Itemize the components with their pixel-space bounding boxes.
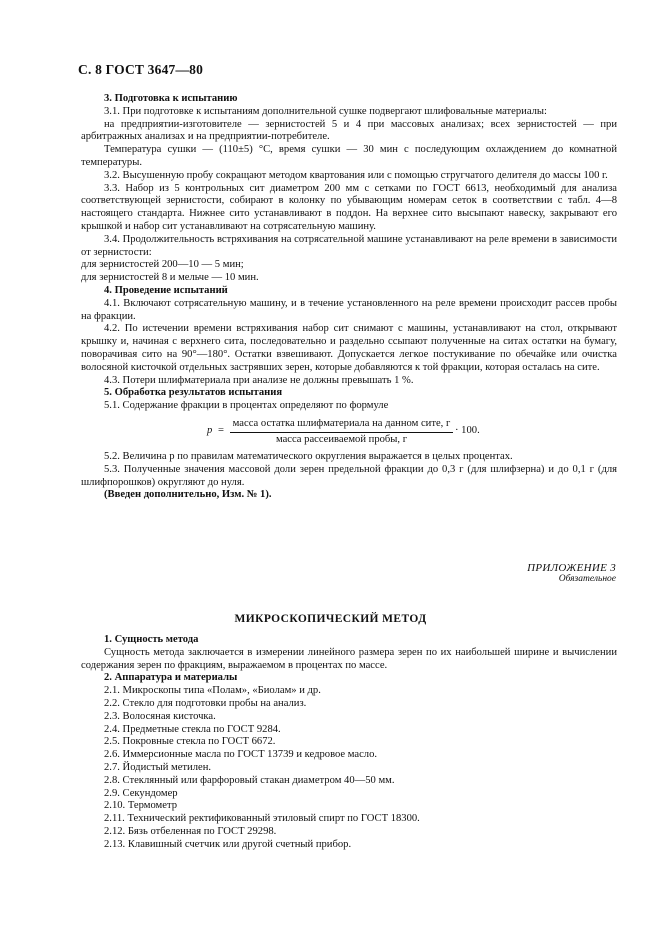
- method-text: [81, 634, 617, 852]
- list-item: 2.5. Покровные стекла по ГОСТ 6672.: [104, 736, 276, 748]
- list-item: 2.6. Иммерсионные масла по ГОСТ 13739 и кедровое масло.: [104, 749, 378, 761]
- method-s2-heading: 2. Аппаратура и материалы: [104, 672, 238, 684]
- list-item: 2.11. Технический ректификованный этиловый спирт по ГОСТ 18300.: [104, 813, 420, 825]
- appendix-label: [527, 562, 616, 584]
- para-5-1: 5.1. Содержание фракции в процентах определяют по формуле: [104, 400, 389, 412]
- method-s1-heading: 1. Сущность метода: [104, 634, 199, 645]
- list-item: 2.12. Бязь отбеленная по ГОСТ 29298.: [104, 825, 277, 837]
- para-4-3: 4.3. Потери шлифматериала при анализе не должны превышать 1 %.: [104, 374, 414, 386]
- para-3-4: 3.4. Продолжительность встряхивания на сотрясательной машине устанавливают на реле времени в зависимости от зернистости:: [81, 233, 617, 258]
- para-3-2: 3.2. Высушенную пробу сокращают методом квартования или с помощью стругчатого делителя до массы 100 г.: [104, 169, 608, 181]
- para-4-1: 4.1. Включают сотрясательную машину, и в течение установленного на реле времени происходит рассев пробы на фракции.: [81, 297, 617, 322]
- equipment-list: [81, 685, 617, 851]
- list-item: 2.2. Стекло для подготовки пробы на анализ.: [104, 697, 307, 709]
- appendix-subtitle: Обязательное: [558, 574, 616, 584]
- para-3-3: 3.3. Набор из 5 контрольных сит диаметром 200 мм с сетками по ГОСТ 6613, необходимый для анализа соответствующей зернистости, собирают в колонку по убывающим номерам сеток в соответствии с табл. 4—8 настоящего стандарта. Нижнее сито устанавливают в поддон. На верхнее сито высыпают навеску, закрывают его крышкой и набор сит устанавливают на сотрясательную машину.: [81, 182, 617, 232]
- list-item: 2.4. Предметные стекла по ГОСТ 9284.: [104, 723, 281, 735]
- page-header: С. 8 ГОСТ 3647—80: [78, 62, 204, 77]
- method-title: МИКРОСКОПИЧЕСКИЙ МЕТОД: [234, 613, 427, 625]
- list-item: 2.9. Секундомер: [104, 787, 178, 799]
- list-item: 2.7. Йодистый метилен.: [104, 761, 212, 773]
- formula: [81, 418, 617, 445]
- amendment-note: (Введен дополнительно, Изм. № 1).: [104, 489, 272, 501]
- list-item: 2.10. Термометр: [104, 800, 178, 812]
- method-s1-text: Сущность метода заключается в измерении линейного размера зерен по их наибольшей ширине и вычислении содержания зерен по фракциям, выражаемом в процентах по массе.: [81, 646, 617, 671]
- formula-numerator: масса остатка шлифматериала на данном сите, г: [230, 418, 453, 433]
- formula-denominator: масса рассеиваемой пробы, г: [275, 433, 408, 445]
- section-5-heading: 5. Обработка результатов испытания: [104, 387, 283, 399]
- list-item: 2.8. Стеклянный или фарфоровый стакан диаметром 40—50 мм.: [104, 774, 395, 786]
- para-5-3: 5.3. Полученные значения массовой доли зерен предельной фракции до 0,3 г (для шлифзерна) и до 0,1 г (для шлифпорошков) округляют до нуля.: [81, 463, 617, 488]
- formula-equals: =: [218, 424, 224, 436]
- para-5-2: 5.2. Величина p по правилам математического округления выражается в целых процентах.: [104, 450, 513, 462]
- para-3-4a: для зернистостей 200—10 — 5 мин;: [81, 259, 244, 271]
- list-item: 2.1. Микроскопы типа «Полам», «Биолам» и др.: [104, 685, 321, 697]
- section-4-heading: 4. Проведение испытаний: [104, 284, 228, 296]
- list-item: 2.3. Волосяная кисточка.: [104, 710, 216, 722]
- para-3-1b: на предприятии-изготовителе — зернистостей 5 и 4 при массовых анализах; всех зернистостей — при арбитражных анализах и на предприятии-потребителе.: [81, 118, 617, 143]
- formula-multiplier: · 100.: [455, 424, 480, 436]
- appendix-title: ПРИЛОЖЕНИЕ 3: [527, 562, 616, 574]
- formula-fraction: [230, 418, 453, 447]
- para-3-1: 3.1. При подготовке к испытаниям дополнительной сушке подвергают шлифовальные материалы:: [104, 105, 547, 117]
- formula-variable: p: [207, 424, 213, 436]
- section-3-heading: 3. Подготовка к испытанию: [104, 93, 238, 104]
- main-text: [81, 93, 617, 502]
- para-3-4b: для зернистостей 8 и мельче — 10 мин.: [81, 272, 259, 284]
- list-item: 2.13. Клавишный счетчик или другой счетный прибор.: [104, 838, 352, 850]
- para-4-2: 4.2. По истечении времени встряхивания набор сит снимают с машины, устанавливают на стол, открывают крышку и, начиная с верхнего сита, последовательно и раздельно ссыпают полученные на ситах остатки на бумагу, поворачивая сито на 90°—180°. Остатки взвешивают. Допускается легкое постукивание по обечайке или очистка волосяной кисточкой отдельных застрявших зерен, которые добавляются к той фракции, которая осталась на сите.: [81, 323, 617, 373]
- para-3-1c: Температура сушки — (110±5) °С, время сушки — 30 мин с последующим охлаждением до комнатной температуры.: [81, 144, 617, 168]
